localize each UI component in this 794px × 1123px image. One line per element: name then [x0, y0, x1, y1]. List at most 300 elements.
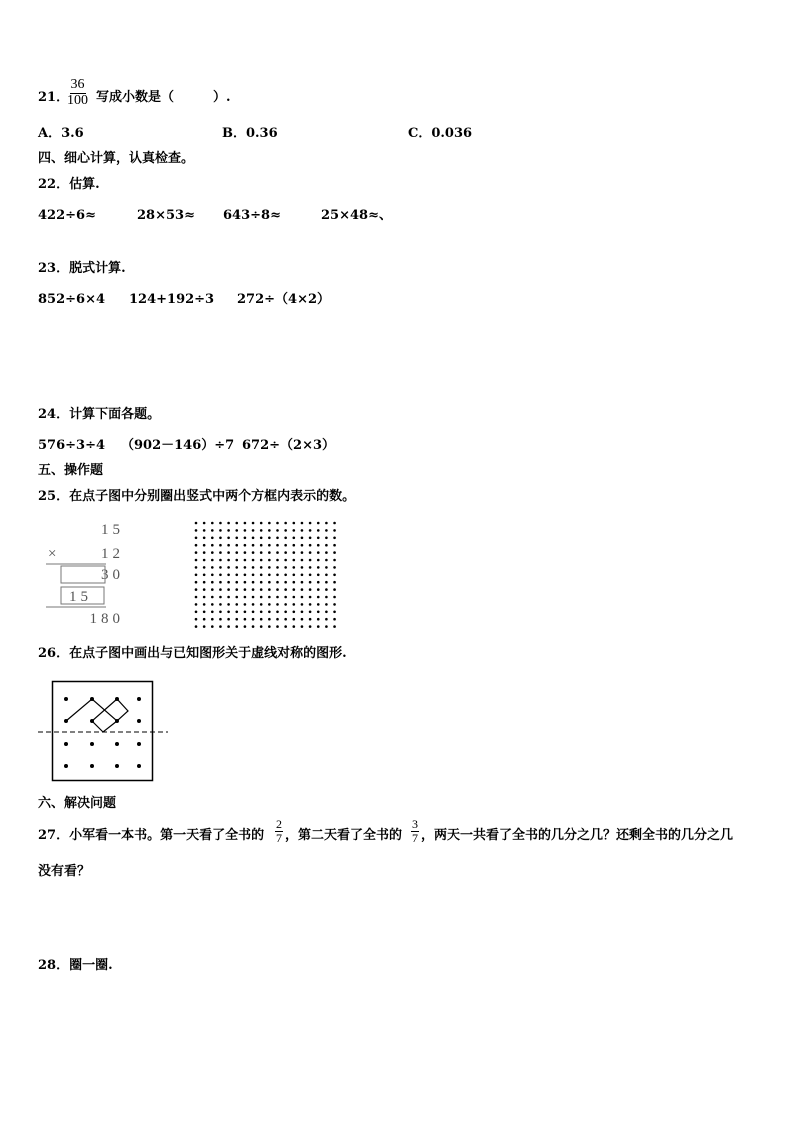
grid-dot [260, 566, 263, 569]
grid-dot [317, 551, 320, 554]
grid-dot [227, 625, 230, 628]
grid-dot [317, 566, 320, 569]
q23-item-3: 272÷（4×2） [237, 292, 331, 307]
grid-dot [260, 581, 263, 584]
grid-dot [219, 566, 222, 569]
grid-dot [211, 522, 214, 525]
grid-dot [252, 618, 255, 621]
grid-dot [203, 596, 206, 599]
grid-dot [268, 596, 271, 599]
q28-title: 28．圈一圈. [38, 958, 113, 973]
grid-dot [309, 537, 312, 540]
grid-dot [260, 603, 263, 606]
grid-dot [333, 625, 336, 628]
grid-dot [333, 588, 336, 591]
grid-dot [317, 603, 320, 606]
grid-dot [211, 611, 214, 614]
q25-multiplier: 12 [101, 546, 124, 562]
grid-dot [284, 625, 287, 628]
q22-item-4: 25×48≈、 [321, 208, 392, 223]
grid-dot [293, 625, 296, 628]
q27-text-part1: 27．小军看一本书。第一天看了全书的 [38, 828, 265, 843]
grid-dot [301, 625, 304, 628]
grid-dot [317, 544, 320, 547]
grid-dot [276, 529, 279, 532]
grid-dot [195, 618, 198, 621]
section-4-heading: 四、细心计算，认真检查。 [38, 151, 195, 166]
grid-dot [276, 618, 279, 621]
grid-dot [195, 522, 198, 525]
grid-dot [219, 618, 222, 621]
grid-dot [195, 566, 198, 569]
grid-dot [317, 537, 320, 540]
grid-dot [284, 566, 287, 569]
grid-dot [309, 625, 312, 628]
grid-dot [276, 559, 279, 562]
grid-dot [309, 574, 312, 577]
q21-fraction-denominator: 100 [67, 92, 88, 108]
grid-dot [276, 596, 279, 599]
grid-dot [293, 529, 296, 532]
grid-dot [203, 574, 206, 577]
grid-dot [235, 529, 238, 532]
grid-dot [244, 611, 247, 614]
grid-dot [333, 574, 336, 577]
q25-result: 180 [89, 611, 124, 627]
grid-dot [260, 522, 263, 525]
grid-dot [235, 581, 238, 584]
grid-dot [301, 551, 304, 554]
grid-dot [317, 581, 320, 584]
grid-dot [301, 588, 304, 591]
grid-dot [211, 618, 214, 621]
q23-item-2: 124+192÷3 [129, 292, 215, 307]
grid-dot [219, 611, 222, 614]
grid-dot [276, 522, 279, 525]
q26-given-shape [66, 699, 128, 732]
q26-title: 26．在点子图中画出与已知图形关于虚线对称的图形. [38, 646, 347, 661]
grid-dot [252, 603, 255, 606]
grid-dot [325, 551, 328, 554]
grid-dot [284, 611, 287, 614]
grid-dot [260, 551, 263, 554]
grid-dot [203, 611, 206, 614]
grid-dot [203, 559, 206, 562]
grid-dot [219, 544, 222, 547]
grid-dot [301, 537, 304, 540]
grid-dot [293, 588, 296, 591]
q24-item-3: 672÷（2×3） [242, 438, 336, 453]
section-6-heading: 六、解决问题 [38, 796, 117, 811]
q27-fraction-1 [275, 818, 283, 844]
grid-dot [260, 559, 263, 562]
grid-dot [244, 551, 247, 554]
grid-dot [211, 603, 214, 606]
grid-dot [203, 625, 206, 628]
grid-dot [227, 596, 230, 599]
grid-dot [301, 596, 304, 599]
grid-dot [268, 551, 271, 554]
grid-dot [333, 603, 336, 606]
grid-dot [309, 566, 312, 569]
grid-dot [309, 544, 312, 547]
q23-title: 23．脱式计算. [38, 261, 126, 276]
q26-symmetry-figure [38, 678, 168, 784]
grid-dot [317, 625, 320, 628]
grid-dot [260, 537, 263, 540]
grid-dot [235, 625, 238, 628]
grid-dot [252, 625, 255, 628]
grid-dot [219, 529, 222, 532]
q25-box1-value: 30 [101, 567, 124, 583]
grid-dot [219, 537, 222, 540]
q25-dot-grid [193, 520, 339, 630]
grid-dot [260, 618, 263, 621]
grid-dot [244, 588, 247, 591]
grid-dot [211, 559, 214, 562]
grid-dot [301, 529, 304, 532]
grid-dot [195, 603, 198, 606]
grid-dot [219, 588, 222, 591]
grid-dot [317, 588, 320, 591]
grid-dot [195, 581, 198, 584]
grid-dot [252, 611, 255, 614]
grid-dot [333, 611, 336, 614]
grid-dot [211, 596, 214, 599]
grid-dot [195, 574, 198, 577]
grid-dot [195, 625, 198, 628]
grid-dot [235, 596, 238, 599]
grid-dot [284, 537, 287, 540]
grid-dot [203, 588, 206, 591]
grid-dot [219, 559, 222, 562]
grid-dot [276, 603, 279, 606]
grid-dot [309, 596, 312, 599]
grid-dot [317, 574, 320, 577]
grid-dot [325, 544, 328, 547]
grid-dot [252, 566, 255, 569]
q22-title: 22．估算. [38, 177, 100, 192]
grid-dot [301, 544, 304, 547]
grid-dot [333, 566, 336, 569]
grid-dot [317, 596, 320, 599]
grid-dot [244, 625, 247, 628]
grid-dot [325, 596, 328, 599]
grid-dot [333, 618, 336, 621]
grid-dot [293, 544, 296, 547]
grid-dot [211, 588, 214, 591]
grid-dot [235, 588, 238, 591]
grid-dot [211, 566, 214, 569]
grid-dot [333, 551, 336, 554]
q21-fraction [67, 78, 88, 108]
grid-dot [293, 566, 296, 569]
grid-dot [325, 574, 328, 577]
grid-dot [260, 625, 263, 628]
grid-dot [203, 529, 206, 532]
grid-dot [195, 551, 198, 554]
grid-dot [309, 581, 312, 584]
grid-dot [293, 574, 296, 577]
grid-dot [301, 566, 304, 569]
grid-dot [244, 566, 247, 569]
grid-dot [284, 574, 287, 577]
grid-dot [252, 574, 255, 577]
grid-dot [309, 618, 312, 621]
grid-dot [211, 544, 214, 547]
grid-dot [227, 618, 230, 621]
q21-option-b: B．0.36 [222, 126, 278, 141]
grid-dot [244, 603, 247, 606]
grid-dot [203, 522, 206, 525]
q24-item-2: （902－146）÷7 [121, 438, 235, 453]
grid-dot [309, 551, 312, 554]
grid-dot [252, 522, 255, 525]
q22-item-1: 422÷6≈ [38, 208, 96, 223]
grid-dot [268, 625, 271, 628]
grid-dot [268, 529, 271, 532]
grid-dot [268, 537, 271, 540]
grid-dot [235, 522, 238, 525]
grid-dot [293, 618, 296, 621]
grid-dot [227, 611, 230, 614]
grid-dot [325, 566, 328, 569]
grid-dot [301, 574, 304, 577]
grid-dot [317, 611, 320, 614]
grid-dot [211, 529, 214, 532]
grid-dot [284, 618, 287, 621]
grid-dot [219, 551, 222, 554]
grid-dot [309, 559, 312, 562]
grid-dot [244, 544, 247, 547]
grid-dot [309, 588, 312, 591]
grid-dot [203, 566, 206, 569]
grid-dot [203, 581, 206, 584]
grid-dot [235, 544, 238, 547]
q27-fraction-2 [411, 818, 419, 844]
q22-item-3: 643÷8≈ [223, 208, 281, 223]
grid-dot [219, 625, 222, 628]
grid-dot [284, 588, 287, 591]
grid-dot [219, 596, 222, 599]
grid-dot [195, 588, 198, 591]
grid-dot [333, 522, 336, 525]
grid-dot [309, 529, 312, 532]
q25-vertical-multiplication [44, 517, 124, 629]
grid-dot [268, 559, 271, 562]
grid-dot [293, 537, 296, 540]
grid-dot [219, 574, 222, 577]
grid-dot [268, 544, 271, 547]
grid-dot [276, 566, 279, 569]
grid-dot [317, 522, 320, 525]
q25-box-1 [61, 566, 105, 583]
grid-dot [260, 544, 263, 547]
grid-dot [252, 581, 255, 584]
q27-text-part3: ，两天一共看了全书的几分之几？还剩全书的几分之几 [421, 828, 734, 843]
q21-option-c: C．0.036 [408, 126, 473, 141]
grid-dot [195, 529, 198, 532]
grid-dot [203, 537, 206, 540]
grid-dot [276, 581, 279, 584]
grid-dot [276, 551, 279, 554]
grid-dot [284, 529, 287, 532]
grid-dot [244, 581, 247, 584]
grid-dot [244, 537, 247, 540]
grid-dot [268, 522, 271, 525]
grid-dot [235, 566, 238, 569]
grid-dot [227, 603, 230, 606]
grid-dot [211, 581, 214, 584]
grid-dot [333, 596, 336, 599]
grid-dot [235, 574, 238, 577]
q21-number: 21． [38, 90, 70, 105]
grid-dot [268, 603, 271, 606]
grid-dot [309, 522, 312, 525]
grid-dot [235, 618, 238, 621]
grid-dot [235, 551, 238, 554]
grid-dot [284, 559, 287, 562]
grid-dot [235, 603, 238, 606]
grid-dot [268, 618, 271, 621]
q22-item-2: 28×53≈ [137, 208, 195, 223]
grid-dot [211, 551, 214, 554]
grid-dot [227, 566, 230, 569]
grid-dot [284, 581, 287, 584]
grid-dot [293, 596, 296, 599]
grid-dot [260, 596, 263, 599]
grid-dot [268, 581, 271, 584]
grid-dot [317, 559, 320, 562]
grid-dot [227, 559, 230, 562]
grid-dot [203, 603, 206, 606]
grid-dot [301, 618, 304, 621]
grid-dot [219, 522, 222, 525]
grid-dot [284, 551, 287, 554]
q25-title: 25．在点子图中分别圈出竖式中两个方框内表示的数。 [38, 489, 356, 504]
grid-dot [244, 596, 247, 599]
grid-dot [333, 581, 336, 584]
grid-dot [293, 603, 296, 606]
grid-dot [252, 596, 255, 599]
q25-top-number: 15 [101, 522, 124, 538]
grid-dot [333, 544, 336, 547]
grid-dot [211, 574, 214, 577]
grid-dot [203, 544, 206, 547]
grid-dot [276, 537, 279, 540]
q27-fraction-1-denominator: 7 [276, 830, 282, 845]
grid-dot [195, 611, 198, 614]
grid-dot [268, 566, 271, 569]
grid-dot [244, 574, 247, 577]
grid-dot [211, 625, 214, 628]
q25-box2-value: 15 [69, 589, 92, 605]
grid-dot [252, 529, 255, 532]
grid-dot [293, 559, 296, 562]
grid-dot [268, 611, 271, 614]
grid-dot [227, 551, 230, 554]
grid-dot [284, 522, 287, 525]
grid-dot [325, 611, 328, 614]
grid-dot [301, 559, 304, 562]
grid-dot [325, 522, 328, 525]
q27-text-line2: 没有看？ [38, 864, 91, 879]
grid-dot [293, 611, 296, 614]
grid-dot [293, 522, 296, 525]
grid-dot [325, 559, 328, 562]
grid-dot [227, 588, 230, 591]
grid-dot [325, 529, 328, 532]
grid-dot [293, 581, 296, 584]
grid-dot [227, 544, 230, 547]
grid-dot [203, 551, 206, 554]
grid-dot [309, 603, 312, 606]
grid-dot [227, 581, 230, 584]
grid-dot [284, 544, 287, 547]
grid-dot [211, 537, 214, 540]
grid-dot [260, 611, 263, 614]
grid-dot [276, 611, 279, 614]
grid-dot [227, 522, 230, 525]
grid-dot [268, 588, 271, 591]
grid-dot [244, 618, 247, 621]
q25-times-sign: × [48, 546, 57, 562]
grid-dot [252, 588, 255, 591]
grid-dot [301, 611, 304, 614]
section-5-heading: 五、操作题 [38, 463, 104, 478]
grid-dot [244, 529, 247, 532]
grid-dot [276, 544, 279, 547]
grid-dot [195, 544, 198, 547]
grid-dot [276, 588, 279, 591]
grid-dot [276, 625, 279, 628]
q27-fraction-2-denominator: 7 [412, 830, 418, 845]
grid-dot [203, 618, 206, 621]
grid-dot [195, 596, 198, 599]
grid-dot [293, 551, 296, 554]
grid-dot [252, 544, 255, 547]
q24-title: 24．计算下面各题。 [38, 407, 161, 422]
grid-dot [227, 574, 230, 577]
grid-dot [244, 559, 247, 562]
grid-dot [235, 537, 238, 540]
grid-dot [260, 574, 263, 577]
grid-dot [260, 588, 263, 591]
grid-dot [317, 618, 320, 621]
grid-dot [301, 603, 304, 606]
grid-dot [227, 537, 230, 540]
grid-dot [301, 581, 304, 584]
grid-dot [325, 625, 328, 628]
q27-fraction-1-numerator: 2 [276, 817, 282, 831]
grid-dot [284, 603, 287, 606]
grid-dot [325, 581, 328, 584]
q21-option-a: A．3.6 [38, 126, 84, 141]
grid-dot [252, 551, 255, 554]
grid-dot [195, 537, 198, 540]
grid-dot [333, 529, 336, 532]
grid-dot [252, 537, 255, 540]
grid-dot [325, 603, 328, 606]
grid-dot [260, 529, 263, 532]
grid-dot [333, 559, 336, 562]
grid-dot [252, 559, 255, 562]
q24-item-1: 576÷3÷4 [38, 438, 106, 453]
grid-dot [317, 529, 320, 532]
grid-dot [195, 559, 198, 562]
grid-dot [244, 522, 247, 525]
grid-dot [284, 596, 287, 599]
